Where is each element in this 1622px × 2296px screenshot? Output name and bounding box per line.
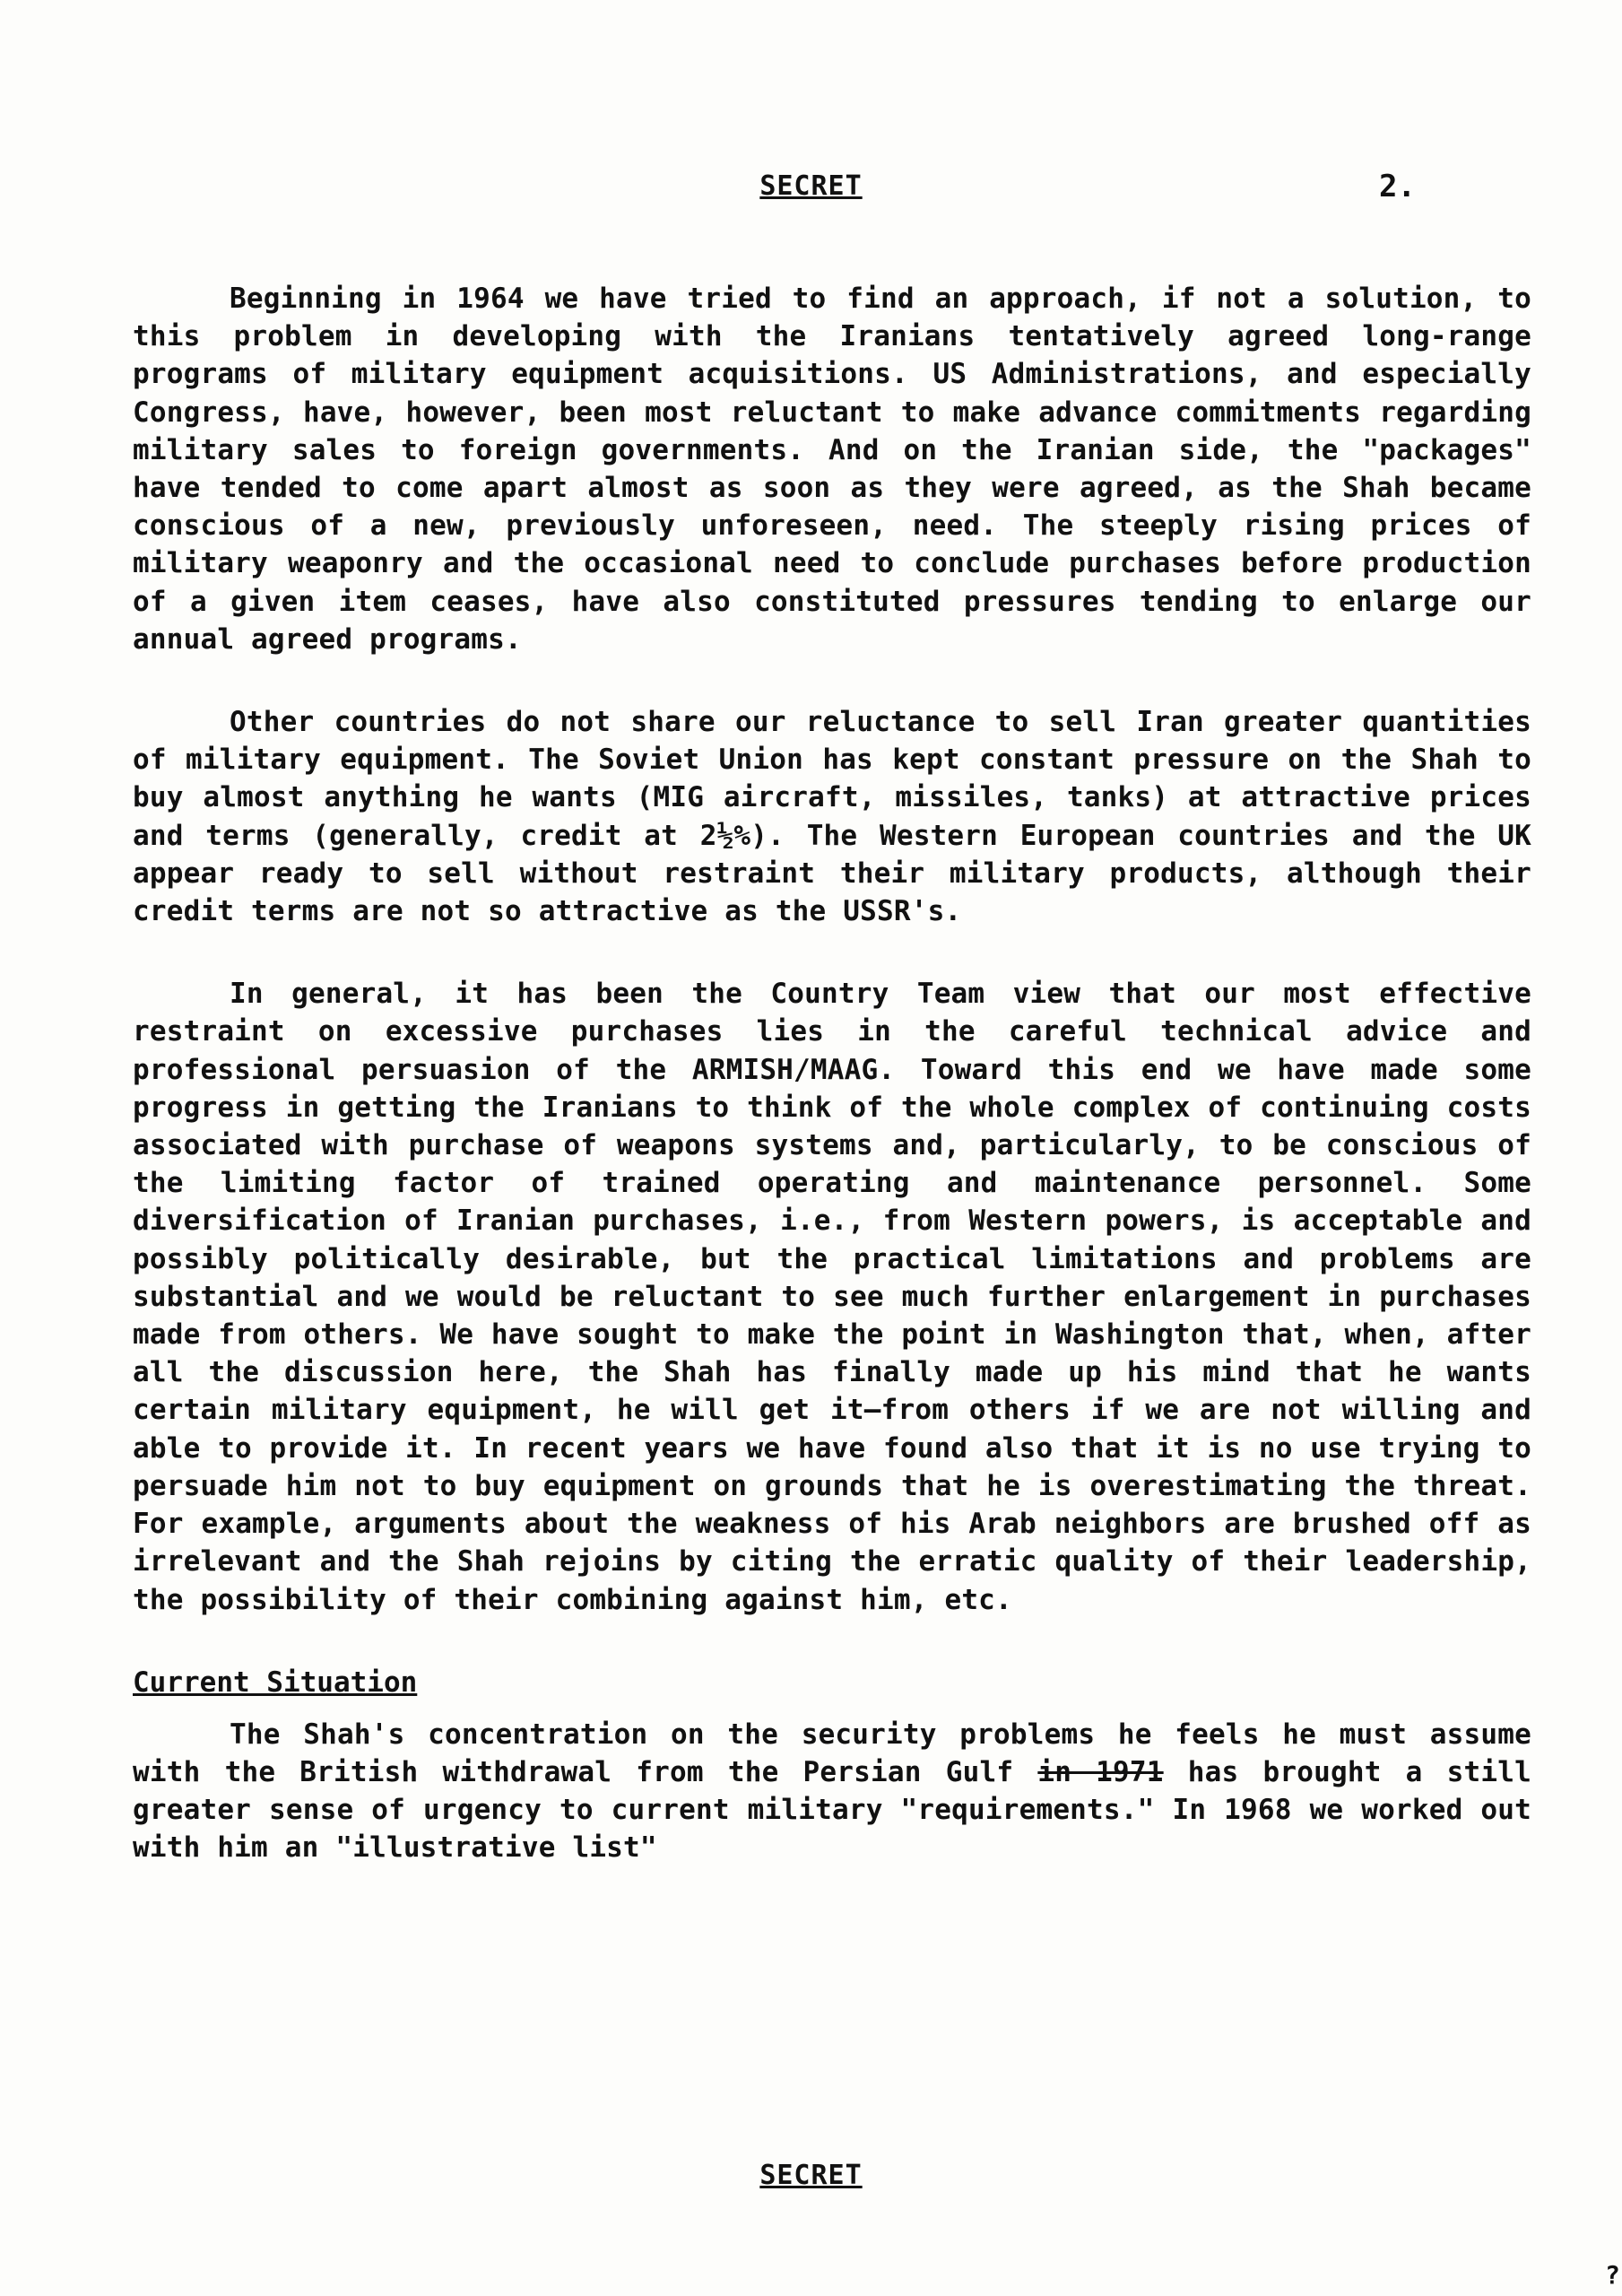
current-situation-text-start: The Shah's concentration on the security problems he feels he must assume with the British withdrawal from the Persian Gulf: [133, 1718, 1531, 1788]
paragraph-country-team-view: In general, it has been the Country Team view that our most effective restraint on excessive purchases lies in the careful technical advice and professional persuasion of the ARMISH/MAAG. Toward this end we have made some progress in getting the Iranians to think of the whole complex of continuing costs associated with purchase of weapons systems and, particularly, to be conscious of the limiting factor of trained operating and maintenance personnel. Some diversification of Iranian purchases, i.e., from Western powers, is acceptable and possibly politically desirable, but the practical limitations and problems are substantial and we would be reluctant to see much further enlargement in purchases made from others. We have sought to make the point in Washington that, when, after all the discussion here, the Shah has finally made up his mind that he wants certain military equipment, he will get it—from others if we are not willing and able to provide it. In recent years we have found also that it is no use trying to persuade him not to buy equipment on grounds that he is overestimating the threat. For example, arguments about the weakness of his Arab neighbors are brushed off as irrelevant and the Shah rejoins by citing the erratic quality of their leadership, the possibility of their combining against him, etc.: [133, 978, 1531, 1616]
section-heading-current-situation: Current Situation: [133, 1665, 418, 1699]
header-classification: SECRET: [759, 170, 863, 202]
footer-classification: SECRET: [759, 2160, 863, 2191]
paragraph-other-countries: Other countries do not share our reluctance to sell Iran greater quantities of military equipment. The Soviet Union has kept constant pressure on the Shah to buy almost anything he wants (MIG aircraft, missiles, tanks) at attractive prices and terms (generally, credit at 2½%). The Western European countries and the UK appear ready to sell without restraint their military products, although their credit terms are not so attractive as the USSR's.: [133, 706, 1531, 928]
struck-text: in 1971: [1037, 1755, 1164, 1788]
paragraph-approach: Beginning in 1964 we have tried to find an approach, if not a solution, to this problem in developing with the Iranians tentatively agreed long-range programs of military equipment acquisitions. US Administrations, and especially Congress, have, however, been most reluctant to make advance commitments regarding military sales to foreign governments. And on the Iranian side, the "packages" have tended to come apart almost as soon as they were agreed, as the Shah became conscious of a new, previously unforeseen, need. The steeply rising prices of military weaponry and the occasional need to conclude purchases before production of a given item ceases, have also constituted pressures tending to enlarge our annual agreed programs.: [133, 283, 1531, 656]
corner-mark: ?: [1605, 2260, 1620, 2290]
document-body: [133, 280, 1531, 1867]
page-number: 2.: [1379, 169, 1416, 204]
current-situation-text-end: has brought a still greater sense of urgency to current military "requirements." In 1968 we worked out with him an "illustrative list": [133, 1755, 1531, 1865]
paragraph-current-situation: [133, 1716, 1531, 1867]
